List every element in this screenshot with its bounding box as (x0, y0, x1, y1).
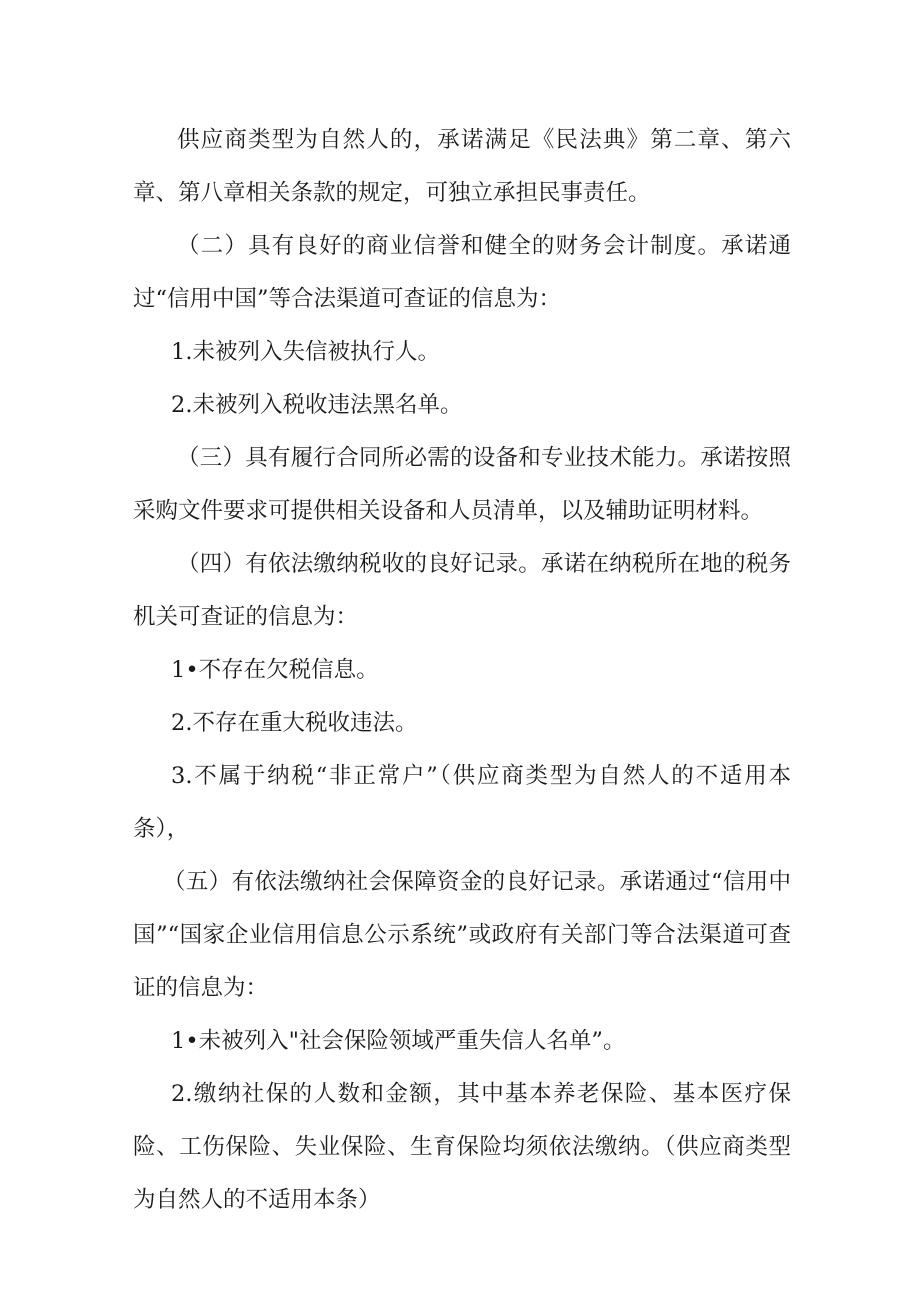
paragraph-section-4: （四）有依法缴纳税收的良好记录。承诺在纳税所在地的税务机关可查证的信息为： (133, 551, 791, 630)
list-item-2-1: 1.未被列入失信被执行人。 (171, 339, 440, 365)
list-item-5-1: 1•未被列入"社会保险领域严重失信人名单”。 (171, 1028, 626, 1054)
list-item-4-1: 1•不存在欠税信息。 (171, 657, 379, 683)
document-body (133, 114, 791, 1227)
paragraph-natural-person: 供应商类型为自然人的，承诺满足《民法典》第二章、第六章、第八章相关条款的规定，可独立承担民事责任。 (133, 127, 791, 206)
paragraph-section-2: （二）具有良好的商业信誉和健全的财务会计制度。承诺通过“信用中国”等合法渠道可查证的信息为： (133, 233, 791, 312)
list-item-4-2: 2.不存在重大税收违法。 (171, 710, 418, 736)
list-item-2-2: 2.未被列入税收违法黑名单。 (171, 392, 463, 418)
list-item-4-3: 3.不属于纳税“非正常户”（供应商类型为自然人的不适用本条）， (133, 763, 791, 842)
list-item-5-2: 2.缴纳社保的人数和金额，其中基本养老保险、基本医疗保险、工伤保险、失业保险、生育保险均须依法缴纳。（供应商类型为自然人的不适用本条） (133, 1081, 791, 1213)
paragraph-section-3: （三）具有履行合同所必需的设备和专业技术能力。承诺按照采购文件要求可提供相关设备和人员清单，以及辅助证明材料。 (133, 445, 791, 524)
paragraph-section-5: （五）有依法缴纳社会保障资金的良好记录。承诺通过“信用中国”“国家企业信用信息公示系统”或政府有关部门等合法渠道可查证的信息为： (133, 869, 791, 1001)
